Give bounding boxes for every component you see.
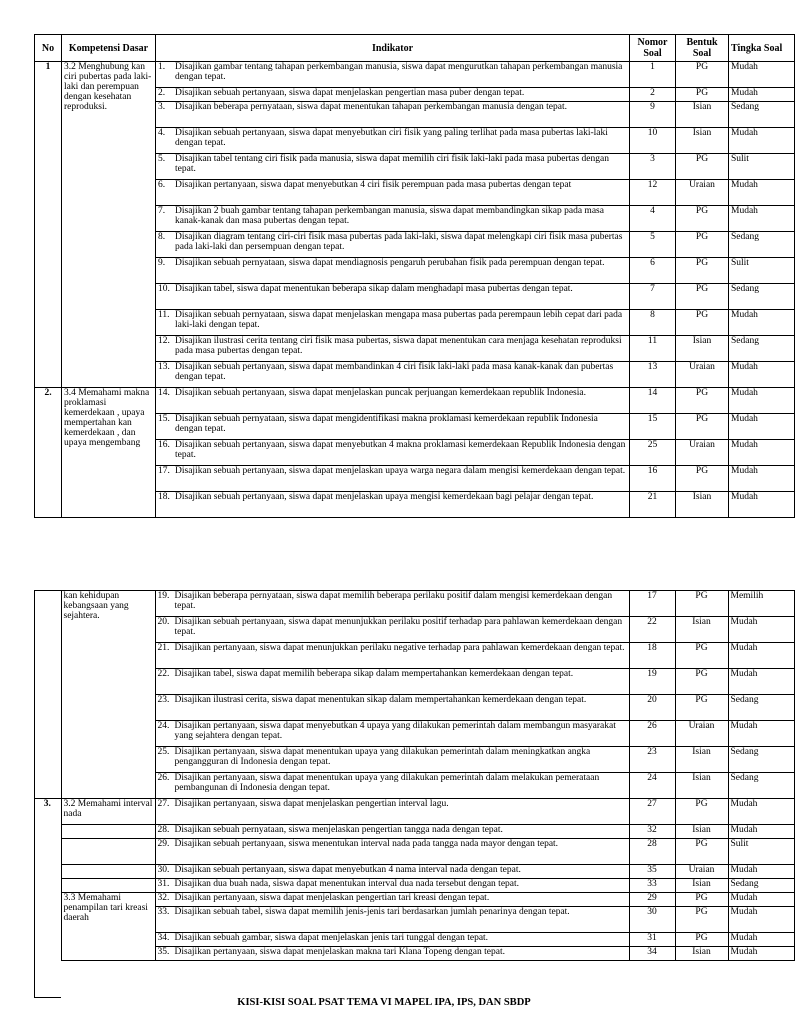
indicator-text: Disajikan sebuah pernyataan, siswa menjelaskan pengertian tangga nada dengan tepat. bbox=[174, 825, 503, 835]
indicator-item bbox=[158, 695, 627, 705]
bentuk-soal-cell: PG bbox=[676, 154, 729, 180]
nomor-soal-cell: 32 bbox=[629, 825, 675, 839]
group-number-cell: 1 bbox=[35, 62, 62, 388]
bentuk-soal-cell: Isian bbox=[676, 336, 729, 362]
indicator-cell bbox=[156, 310, 630, 336]
tingkat-soal-cell: Mudah bbox=[728, 865, 794, 879]
indicator-item bbox=[158, 865, 627, 875]
tingkat-soal-cell: Sedang bbox=[728, 695, 794, 721]
header-kompetensi-dasar: Kompetensi Dasar bbox=[62, 35, 156, 62]
bentuk-soal-cell: Uraian bbox=[676, 180, 729, 206]
tingkat-soal-cell: Sedang bbox=[728, 879, 794, 893]
nomor-soal-cell: 8 bbox=[630, 310, 676, 336]
document-caption: KISI-KISI SOAL PSAT TEMA VI MAPEL IPA, IPS, DAN SBDP bbox=[237, 997, 531, 1008]
bentuk-soal-cell: Isian bbox=[675, 879, 728, 893]
bentuk-soal-cell: PG bbox=[675, 669, 728, 695]
nomor-soal-cell: 22 bbox=[629, 617, 675, 643]
indicator-cell bbox=[155, 617, 629, 643]
tingkat-soal-cell: Mudah bbox=[728, 907, 794, 933]
table-row bbox=[34, 865, 794, 879]
tingkat-soal-cell: Mudah bbox=[728, 643, 794, 669]
bentuk-soal-cell: Isian bbox=[676, 492, 729, 518]
indicator-cell bbox=[156, 180, 630, 206]
bentuk-soal-cell: PG bbox=[675, 591, 728, 617]
indicator-text: Disajikan pertanyaan, siswa dapat menentukan upaya yang dilakukan pemerintah dalam melakukan pemerataan pembangunan di Indonesia dengan tepat. bbox=[174, 773, 600, 793]
indicator-number: 5. bbox=[158, 154, 166, 164]
indicator-item bbox=[158, 825, 627, 835]
indicator-cell bbox=[155, 799, 629, 825]
nomor-soal-cell: 14 bbox=[630, 388, 676, 414]
indicator-text: Disajikan sebuah pernyataan, siswa dapat mendiagnosis pengaruh perubahan fisik pada perempuan dengan tepat. bbox=[175, 258, 605, 268]
indicator-cell bbox=[156, 102, 630, 128]
tingkat-soal-cell: Mudah bbox=[728, 617, 794, 643]
nomor-soal-cell: 15 bbox=[630, 414, 676, 440]
indicator-text: Disajikan gambar tentang tahapan perkembangan manusia, siswa dapat mengurutkan tahapan perkembangan manusia dengan tepat. bbox=[175, 62, 623, 82]
indicator-text: Disajikan pertanyaan, siswa dapat menjelaskan pengertian interval lagu. bbox=[174, 799, 449, 809]
tingkat-soal-cell: Sulit bbox=[728, 839, 794, 865]
indicator-cell bbox=[156, 440, 630, 466]
indicator-item bbox=[158, 617, 627, 637]
bentuk-soal-cell: Isian bbox=[676, 102, 729, 128]
bentuk-soal-cell: Uraian bbox=[676, 362, 729, 388]
tingkat-soal-cell: Memilih bbox=[728, 591, 794, 617]
tingkat-soal-cell: Mudah bbox=[729, 440, 795, 466]
nomor-soal-cell: 21 bbox=[630, 492, 676, 518]
indicator-text: Disajikan pertanyaan, siswa dapat menjelaskan pengertian tari kreasi dengan tepat. bbox=[174, 893, 490, 903]
indicator-cell bbox=[156, 206, 630, 232]
indicator-item bbox=[158, 643, 627, 653]
indicator-cell bbox=[155, 695, 629, 721]
bentuk-soal-cell: PG bbox=[676, 388, 729, 414]
bentuk-soal-cell: PG bbox=[676, 206, 729, 232]
kompetensi-dasar-cell bbox=[61, 865, 155, 879]
kisi-table-page-1 bbox=[34, 34, 795, 518]
indicator-cell bbox=[155, 643, 629, 669]
indicator-cell bbox=[155, 933, 629, 947]
kompetensi-dasar-text: 3.3 Memahami penampilan tari kreasi daerah bbox=[63, 893, 148, 923]
tingkat-soal-cell: Mudah bbox=[728, 947, 794, 961]
indicator-item bbox=[158, 180, 627, 190]
nomor-soal-cell: 5 bbox=[630, 232, 676, 258]
nomor-soal-cell: 23 bbox=[629, 747, 675, 773]
indicator-number: 27. bbox=[157, 799, 170, 809]
indicator-text: Disajikan sebuah pernyataan, siswa dapat mengidentifikasi makna proklamasi kemerdekaan republik Indonesia dengan tepat. bbox=[175, 414, 598, 434]
bentuk-soal-cell: Isian bbox=[675, 747, 728, 773]
kompetensi-dasar-cell bbox=[61, 825, 155, 839]
indicator-number: 20. bbox=[157, 617, 170, 627]
kompetensi-dasar-cell bbox=[61, 839, 155, 865]
tingkat-soal-cell: Mudah bbox=[728, 893, 794, 907]
indicator-cell bbox=[155, 947, 629, 961]
indicator-text: Disajikan beberapa pernyataan, siswa dapat memilih beberapa perilaku positif dalam mengisi kemerdekaan dengan tepat. bbox=[174, 591, 613, 611]
indicator-item bbox=[158, 310, 627, 330]
indicator-text: Disajikan sebuah pertanyaan, siswa dapat menjelaskan upaya mengisi kemerdekaan bagi pelajar dengan tepat. bbox=[175, 492, 594, 502]
bentuk-soal-cell: Uraian bbox=[676, 440, 729, 466]
indicator-number: 19. bbox=[157, 591, 170, 601]
indicator-cell bbox=[156, 388, 630, 414]
bentuk-soal-cell: Uraian bbox=[675, 721, 728, 747]
nomor-soal-cell: 9 bbox=[630, 102, 676, 128]
nomor-soal-cell: 11 bbox=[630, 336, 676, 362]
indicator-item bbox=[158, 388, 627, 398]
kompetensi-dasar-cell bbox=[62, 62, 156, 388]
bentuk-soal-cell: PG bbox=[675, 893, 728, 907]
indicator-item bbox=[158, 907, 627, 917]
indicator-cell bbox=[155, 839, 629, 865]
tingkat-soal-cell: Mudah bbox=[728, 933, 794, 947]
bentuk-soal-cell: PG bbox=[676, 88, 729, 102]
indicator-number: 10. bbox=[158, 284, 170, 294]
bentuk-soal-cell: PG bbox=[675, 643, 728, 669]
header-indikator: Indikator bbox=[156, 35, 630, 62]
kompetensi-dasar-cell bbox=[62, 388, 156, 518]
nomor-soal-cell: 33 bbox=[629, 879, 675, 893]
indicator-number: 32. bbox=[157, 893, 170, 903]
indicator-number: 15. bbox=[158, 414, 170, 424]
indicator-cell bbox=[156, 362, 630, 388]
indicator-number: 1. bbox=[158, 62, 166, 72]
table-header-row bbox=[35, 35, 795, 62]
indicator-item bbox=[158, 258, 627, 268]
indicator-text: Disajikan sebuah pertanyaan, siswa dapat menjelaskan puncak perjuangan kemerdekaan republik Indonesia. bbox=[175, 388, 586, 398]
indicator-item bbox=[158, 773, 627, 793]
indicator-text: Disajikan pertanyaan, siswa dapat menentukan upaya yang dilakukan pemerintah dalam meningkatkan angka pengangguran di Indonesia dengan tepat. bbox=[174, 747, 591, 767]
indicator-number: 13. bbox=[158, 362, 170, 372]
header-tingkat-soal: Tingka Soal bbox=[729, 35, 795, 62]
tingkat-soal-cell: Mudah bbox=[729, 128, 795, 154]
indicator-text: Disajikan ilustrasi cerita tentang ciri fisik masa pubertas, siswa dapat menentukan cara menjaga kesehatan reproduksi pada masa pubertas dengan tepat. bbox=[175, 336, 622, 356]
indicator-item bbox=[158, 336, 627, 356]
tingkat-soal-cell: Sedang bbox=[729, 232, 795, 258]
indicator-number: 9. bbox=[158, 258, 166, 268]
tingkat-soal-cell: Mudah bbox=[729, 310, 795, 336]
indicator-item bbox=[158, 839, 627, 849]
indicator-number: 3. bbox=[158, 102, 166, 112]
indicator-item bbox=[158, 88, 627, 98]
tingkat-soal-cell: Sulit bbox=[729, 154, 795, 180]
indicator-text: Disajikan sebuah pertanyaan, siswa dapat menyebutkan 4 nama interval nada dengan tepat. bbox=[174, 865, 521, 875]
nomor-soal-cell: 6 bbox=[630, 258, 676, 284]
indicator-cell bbox=[156, 232, 630, 258]
table-row bbox=[34, 879, 794, 893]
indicator-cell bbox=[155, 865, 629, 879]
indicator-text: Disajikan sebuah pertanyaan, siswa menentukan interval nada pada tangga nada mayor dengan tepat. bbox=[174, 839, 559, 849]
tingkat-soal-cell: Sedang bbox=[729, 336, 795, 362]
indicator-cell bbox=[155, 721, 629, 747]
indicator-cell bbox=[156, 414, 630, 440]
indicator-item bbox=[158, 206, 627, 226]
indicator-number: 6. bbox=[158, 180, 166, 190]
table-row bbox=[35, 62, 795, 88]
header-bentuk-soal: Bentuk Soal bbox=[676, 35, 729, 62]
nomor-soal-cell: 2 bbox=[630, 88, 676, 102]
header-nomor-soal: Nomor Soal bbox=[630, 35, 676, 62]
indicator-item bbox=[158, 154, 627, 174]
nomor-soal-cell: 30 bbox=[629, 907, 675, 933]
kompetensi-dasar-text: 3.2 Menghubung kan ciri pubertas pada laki-laki dan perempuan dengan kesehatan reproduksi. bbox=[64, 62, 152, 112]
group-number-cell: 2. bbox=[35, 388, 62, 518]
bentuk-soal-cell: Isian bbox=[675, 947, 728, 961]
indicator-text: Disajikan sebuah pertanyaan, siswa dapat menjelaskan pengertian masa puber dengan tepat. bbox=[175, 88, 525, 98]
indicator-text: Disajikan sebuah pertanyaan, siswa dapat menjelaskan upaya warga negara dalam mengisi kemerdekaan dengan tepat. bbox=[175, 466, 626, 476]
indicator-item bbox=[158, 947, 627, 957]
indicator-text: Disajikan sebuah pertanyaan, siswa dapat menunjukkan perilaku positif terhadap para pahlawan kemerdekaan dengan tepat. bbox=[174, 617, 623, 637]
indicator-number: 17. bbox=[158, 466, 170, 476]
table-row bbox=[34, 591, 794, 617]
indicator-number: 8. bbox=[158, 232, 166, 242]
tingkat-soal-cell: Mudah bbox=[729, 88, 795, 102]
indicator-item bbox=[158, 232, 627, 252]
indicator-cell bbox=[156, 154, 630, 180]
indicator-cell bbox=[155, 825, 629, 839]
indicator-item bbox=[158, 128, 627, 148]
group-number-cell bbox=[34, 591, 61, 799]
tingkat-soal-cell: Mudah bbox=[728, 825, 794, 839]
indicator-text: Disajikan dua buah nada, siswa dapat menentukan interval dua nada tersebut dengan tepat. bbox=[174, 879, 520, 889]
indicator-item bbox=[158, 466, 627, 476]
bentuk-soal-cell: PG bbox=[676, 414, 729, 440]
indicator-number: 12. bbox=[158, 336, 170, 346]
indicator-number: 7. bbox=[158, 206, 166, 216]
indicator-number: 26. bbox=[157, 773, 170, 783]
bentuk-soal-cell: PG bbox=[675, 907, 728, 933]
indicator-item bbox=[158, 933, 627, 943]
indicator-cell bbox=[155, 773, 629, 799]
bentuk-soal-cell: PG bbox=[675, 695, 728, 721]
nomor-soal-cell: 31 bbox=[629, 933, 675, 947]
indicator-item bbox=[158, 893, 627, 903]
bentuk-soal-cell: PG bbox=[675, 933, 728, 947]
bentuk-soal-cell: Isian bbox=[675, 773, 728, 799]
kompetensi-dasar-text: 3.4 Memahami makna proklamasi kemerdekaan , upaya mempertahan kan kemerdekaan , dan upaya mengembang bbox=[64, 388, 150, 448]
indicator-number: 34. bbox=[157, 933, 170, 943]
indicator-text: Disajikan tabel, siswa dapat memilih beberapa sikap dalam mempertahankan kemerdekaan dengan tepat. bbox=[174, 669, 574, 679]
indicator-item bbox=[158, 440, 627, 460]
indicator-number: 35. bbox=[157, 947, 170, 957]
indicator-text: Disajikan ilustrasi cerita, siswa dapat menentukan sikap dalam mempertahankan kemerdekaan dengan tepat. bbox=[174, 695, 587, 705]
tingkat-soal-cell: Sedang bbox=[728, 747, 794, 773]
indicator-number: 29. bbox=[157, 839, 170, 849]
tingkat-soal-cell: Mudah bbox=[728, 721, 794, 747]
indicator-text: Disajikan sebuah pertanyaan, siswa dapat menyebutkan ciri fisik yang paling terlihat pada masa pubertas laki-laki dengan tepat. bbox=[175, 128, 608, 148]
nomor-soal-cell: 20 bbox=[629, 695, 675, 721]
tingkat-soal-cell: Mudah bbox=[729, 180, 795, 206]
indicator-text: Disajikan pertanyaan, siswa dapat menyebutkan 4 upaya yang dilakukan pemerintah dalam membangun masyarakat yang sejahtera dengan tepat. bbox=[174, 721, 616, 741]
nomor-soal-cell: 27 bbox=[629, 799, 675, 825]
indicator-number: 11. bbox=[158, 310, 170, 320]
tingkat-soal-cell: Mudah bbox=[729, 62, 795, 88]
bentuk-soal-cell: PG bbox=[676, 232, 729, 258]
nomor-soal-cell: 13 bbox=[630, 362, 676, 388]
indicator-cell bbox=[155, 879, 629, 893]
nomor-soal-cell: 24 bbox=[629, 773, 675, 799]
table-row bbox=[34, 825, 794, 839]
nomor-soal-cell: 10 bbox=[630, 128, 676, 154]
nomor-soal-cell: 34 bbox=[629, 947, 675, 961]
nomor-soal-cell: 25 bbox=[630, 440, 676, 466]
indicator-item bbox=[158, 492, 627, 502]
indicator-cell bbox=[156, 128, 630, 154]
indicator-text: Disajikan sebuah pertanyaan, siswa dapat membandinkan 4 ciri fisik laki-laki pada masa kanak-kanak dan pubertas dengan tepat. bbox=[175, 362, 614, 382]
tingkat-soal-cell: Sedang bbox=[729, 102, 795, 128]
indicator-cell bbox=[156, 466, 630, 492]
indicator-item bbox=[158, 62, 627, 82]
indicator-cell bbox=[155, 669, 629, 695]
table-row bbox=[35, 388, 795, 414]
tingkat-soal-cell: Mudah bbox=[729, 492, 795, 518]
indicator-number: 21. bbox=[157, 643, 170, 653]
bentuk-soal-cell: PG bbox=[675, 839, 728, 865]
tingkat-soal-cell: Mudah bbox=[729, 206, 795, 232]
bentuk-soal-cell: PG bbox=[676, 310, 729, 336]
tingkat-soal-cell: Sedang bbox=[728, 773, 794, 799]
indicator-item bbox=[158, 747, 627, 767]
tingkat-soal-cell: Mudah bbox=[729, 466, 795, 492]
indicator-cell bbox=[156, 62, 630, 88]
indicator-number: 14. bbox=[158, 388, 170, 398]
kompetensi-dasar-cell bbox=[61, 591, 155, 799]
indicator-cell bbox=[156, 258, 630, 284]
indicator-item bbox=[158, 414, 627, 434]
indicator-number: 18. bbox=[158, 492, 170, 502]
indicator-cell bbox=[156, 88, 630, 102]
indicator-number: 2. bbox=[158, 88, 166, 98]
indicator-text: Disajikan pertanyaan, siswa dapat menunjukkan perilaku negative terhadap para pahlawan kemerdekaan dengan tepat. bbox=[174, 643, 625, 653]
tingkat-soal-cell: Mudah bbox=[729, 362, 795, 388]
indicator-text: Disajikan pertanyaan, siswa dapat menjelaskan makna tari Klana Topeng dengan tepat. bbox=[174, 947, 505, 957]
indicator-cell bbox=[155, 591, 629, 617]
indicator-item bbox=[158, 362, 627, 382]
indicator-item bbox=[158, 591, 627, 611]
kompetensi-dasar-cell bbox=[61, 799, 155, 825]
indicator-cell bbox=[155, 907, 629, 933]
nomor-soal-cell: 28 bbox=[629, 839, 675, 865]
bentuk-soal-cell: PG bbox=[675, 799, 728, 825]
nomor-soal-cell: 12 bbox=[630, 180, 676, 206]
nomor-soal-cell: 4 bbox=[630, 206, 676, 232]
indicator-item bbox=[158, 721, 627, 741]
indicator-text: Disajikan diagram tentang ciri-ciri fisik masa pubertas pada laki-laki, siswa dapat melengkapi ciri fisik masa pubertas pada laki-laki dan persempuan dengan tepat. bbox=[175, 232, 623, 252]
indicator-cell bbox=[156, 492, 630, 518]
tingkat-soal-cell: Mudah bbox=[729, 388, 795, 414]
indicator-number: 4. bbox=[158, 128, 166, 138]
kompetensi-dasar-text: kan kehidupan kebangsaan yang sejahtera. bbox=[63, 591, 129, 621]
kompetensi-dasar-cell bbox=[61, 879, 155, 893]
group-number-cell: 3. bbox=[34, 799, 61, 961]
nomor-soal-cell: 29 bbox=[629, 893, 675, 907]
indicator-item bbox=[158, 284, 627, 294]
tingkat-soal-cell: Sulit bbox=[729, 258, 795, 284]
bentuk-soal-cell: Isian bbox=[675, 617, 728, 643]
indicator-number: 23. bbox=[157, 695, 170, 705]
bentuk-soal-cell: PG bbox=[676, 466, 729, 492]
nomor-soal-cell: 7 bbox=[630, 284, 676, 310]
table-row bbox=[34, 799, 794, 825]
nomor-soal-cell: 18 bbox=[629, 643, 675, 669]
nomor-soal-cell: 17 bbox=[629, 591, 675, 617]
indicator-number: 16. bbox=[158, 440, 170, 450]
indicator-number: 30. bbox=[157, 865, 170, 875]
nomor-soal-cell: 16 bbox=[630, 466, 676, 492]
nomor-soal-cell: 26 bbox=[629, 721, 675, 747]
nomor-soal-cell: 35 bbox=[629, 865, 675, 879]
indicator-number: 33. bbox=[157, 907, 170, 917]
indicator-number: 24. bbox=[157, 721, 170, 731]
indicator-text: Disajikan sebuah tabel, siswa dapat memilih jenis-jenis tari berdasarkan jumlah penarinya dengan tepat. bbox=[174, 907, 570, 917]
indicator-text: Disajikan tabel, siswa dapat menentukan beberapa sikap dalam menghadapi masa pubertas dengan tepat. bbox=[175, 284, 573, 294]
tingkat-soal-cell: Mudah bbox=[728, 799, 794, 825]
indicator-number: 25. bbox=[157, 747, 170, 757]
indicator-number: 22. bbox=[157, 669, 170, 679]
bentuk-soal-cell: Isian bbox=[676, 128, 729, 154]
bentuk-soal-cell: PG bbox=[676, 62, 729, 88]
indicator-cell bbox=[155, 747, 629, 773]
indicator-cell bbox=[156, 284, 630, 310]
indicator-number: 31. bbox=[157, 879, 170, 889]
indicator-item bbox=[158, 879, 627, 889]
nomor-soal-cell: 3 bbox=[630, 154, 676, 180]
bentuk-soal-cell: PG bbox=[676, 284, 729, 310]
indicator-text: Disajikan tabel tentang ciri fisik pada manusia, siswa dapat memilih ciri fisik laki-laki pada masa pubertas dengan tepat. bbox=[175, 154, 609, 174]
indicator-number: 28. bbox=[157, 825, 170, 835]
kisi-table-page-2 bbox=[34, 590, 795, 961]
indicator-cell bbox=[156, 336, 630, 362]
indicator-text: Disajikan beberapa pernyataan, siswa dapat menentukan tahapan perkembangan manusia dengan tepat. bbox=[175, 102, 567, 112]
indicator-text: Disajikan sebuah pernyataan, siswa dapat menjelaskan mengapa masa pubertas pada perempaun lebih cepat dari pada laki-laki dengan tepat. bbox=[175, 310, 623, 330]
bentuk-soal-cell: PG bbox=[676, 258, 729, 284]
indicator-text: Disajikan 2 buah gambar tentang tahapan perkembangan manusia, siswa dapat membandingkan sikap pada masa kanak-kanak dan masa pubertas dengan tepat. bbox=[175, 206, 604, 226]
table-row bbox=[34, 839, 794, 865]
tingkat-soal-cell: Mudah bbox=[729, 414, 795, 440]
bentuk-soal-cell: Uraian bbox=[675, 865, 728, 879]
indicator-item bbox=[158, 102, 627, 112]
bentuk-soal-cell: Isian bbox=[675, 825, 728, 839]
tingkat-soal-cell: Sedang bbox=[729, 284, 795, 310]
header-no: No bbox=[35, 35, 62, 62]
indicator-item bbox=[158, 669, 627, 679]
indicator-text: Disajikan sebuah pertanyaan, siswa dapat menyebutkan 4 makna proklamasi kemerdekaan Republik Indonesia dengan tepat. bbox=[175, 440, 626, 460]
indicator-item bbox=[158, 799, 627, 809]
tingkat-soal-cell: Mudah bbox=[728, 669, 794, 695]
kompetensi-dasar-text: 3.2 Memahami interval nada bbox=[63, 799, 153, 819]
table-row bbox=[34, 893, 794, 907]
indicator-text: Disajikan pertanyaan, siswa dapat menyebutkan 4 ciri fisik perempuan pada masa pubertas dengan tepat bbox=[175, 180, 572, 190]
nomor-soal-cell: 1 bbox=[630, 62, 676, 88]
indicator-text: Disajikan sebuah gambar, siswa dapat menjelaskan jenis tari tunggal dengan tepat. bbox=[174, 933, 489, 943]
nomor-soal-cell: 19 bbox=[629, 669, 675, 695]
kompetensi-dasar-cell bbox=[61, 893, 155, 961]
indicator-cell bbox=[155, 893, 629, 907]
